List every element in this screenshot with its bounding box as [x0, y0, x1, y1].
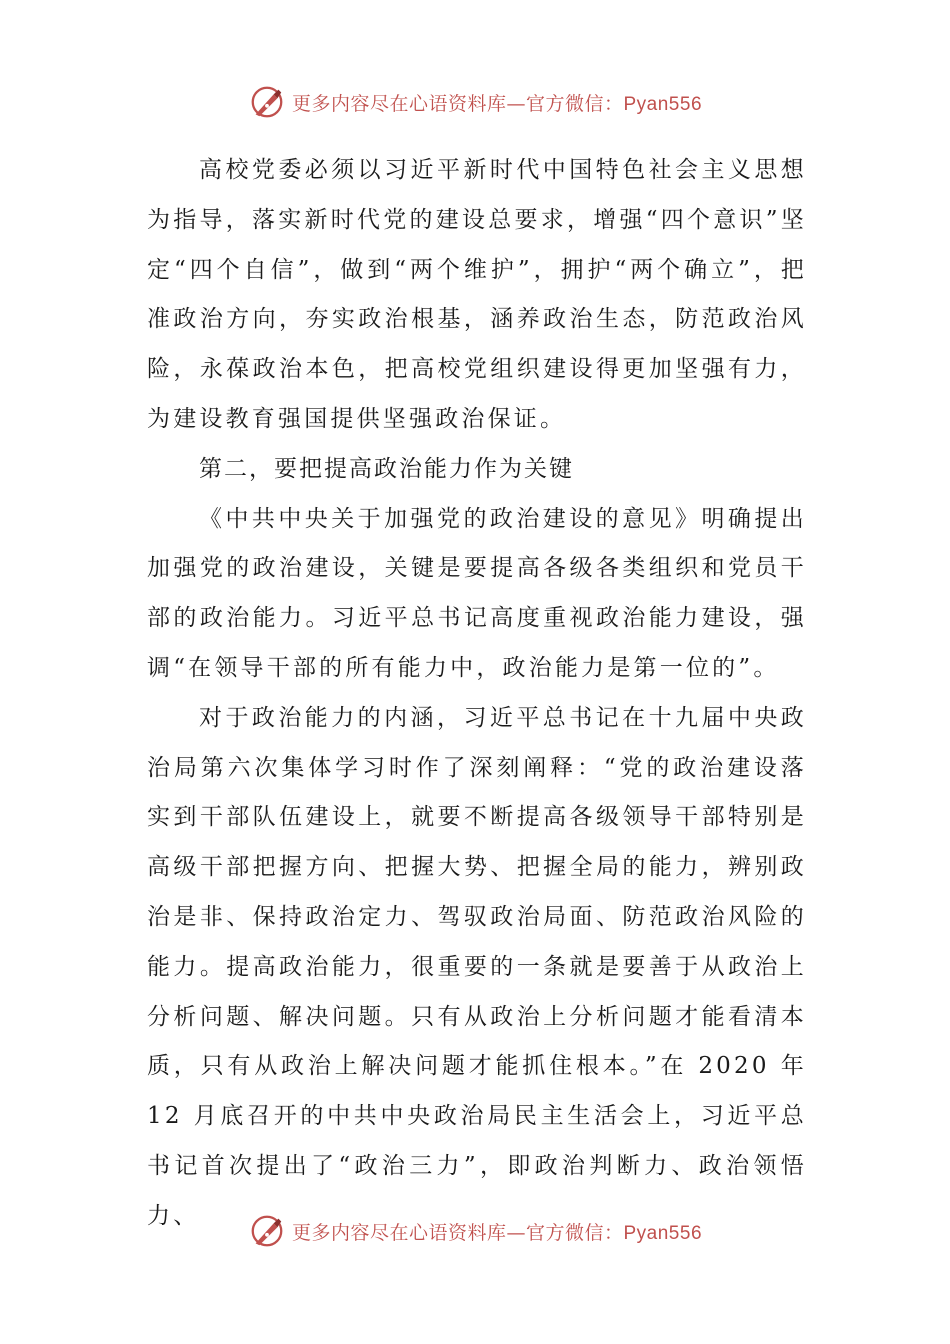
document-body [147, 146, 807, 1242]
banner-wechat-id: Pyan556 [623, 93, 703, 115]
paragraph-3: 对于政治能力的内涵，习近平总书记在十九届中央政治局第六次集体学习时作了深刻阐释：“党的政治建设落实到干部队伍建设上，就要不断提高各级领导干部特别是高级干部把握方向、把握大势、把握全局的能力，辨别政治是非、保持政治定力、驾驭政治局面、防范政治风险的能力。提高政治能力，很重要的一条就是要善于从政治上分析问题、解决问题。只有从政治上分析问题才能看清本质，只有从政治上解决问题才能抓住根本。”在 2020 年 12 月底召开的中共中央政治局民主生活会上，习近平总书记首次提出了“政治三力”，即政治判断力、政治领悟力、 [147, 704, 807, 1229]
section-heading: 第二，要把提高政治能力作为关键 [199, 455, 574, 482]
paragraph-1: 高校党委必须以习近平新时代中国特色社会主义思想为指导，落实新时代党的建设总要求，增强“四个意识”坚定“四个自信”，做到“两个维护”，拥护“两个确立”，把准政治方向，夯实政治根基，涵养政治生态，防范政治风险，永葆政治本色，把高校党组织建设得更加坚强有力，为建设教育强国提供坚强政治保证。 [147, 157, 807, 432]
banner-wechat-id: Pyan556 [623, 1222, 703, 1244]
banner-text-main: 更多内容尽在心语资料库—官方微信： [291, 92, 624, 115]
banner-text-main: 更多内容尽在心语资料库—官方微信： [291, 1221, 624, 1244]
banner-text [292, 1218, 702, 1245]
banner-text [292, 89, 702, 116]
pen-nib-logo-icon [248, 83, 286, 121]
paragraph-2: 《中共中央关于加强党的政治建设的意见》明确提出加强党的政治建设，关键是要提高各级各类组织和党员干部的政治能力。习近平总书记高度重视政治能力建设，强调“在领导干部的所有能力中，政治能力是第一位的”。 [147, 505, 807, 681]
footer-banner [0, 1209, 950, 1253]
pen-nib-logo-icon [248, 1212, 286, 1250]
header-banner [0, 80, 950, 124]
